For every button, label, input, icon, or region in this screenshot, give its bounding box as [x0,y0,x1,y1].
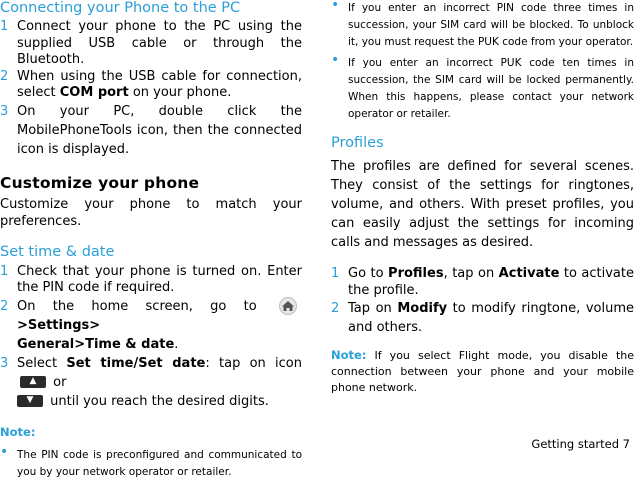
step-number: 1 [331,266,340,281]
step-bold-profiles: Profiles [388,266,444,281]
settime-step-2 [0,297,302,354]
profiles-step-1 [331,266,634,299]
step-text-or: or [53,374,67,390]
footer-section: Getting started [531,437,620,451]
note-label: Note: [331,348,367,362]
left-column [0,0,302,481]
step-bold: COM port [59,85,129,100]
bullet-icon: • [331,52,340,68]
step-text-mid: , tap on [443,266,499,281]
profiles-text: The profiles are defined for several scenes. They consist of the settings for ringtones, volume, and others. With preset profiles, you can easily adjust the settings for incoming calls and messages as desired. [331,159,634,250]
step-text-post: to modify ringtone, volume and others. [348,301,634,335]
set-time-title: Set time & date [0,243,115,260]
connect-step-1 [0,19,302,69]
step-bold-general: General>Time & date [17,336,175,352]
step-text: Connect your phone to the PC using the supplied USB cable or through the Bluetooth. [17,19,302,67]
settime-step-1 [0,264,302,297]
note-label: Note: [0,424,36,439]
step-bold: Set time/Set date [66,355,206,371]
step-text-post: . [174,336,179,352]
pin-bullet [331,0,634,51]
step-text-pre: When using the USB cable for connection, select [17,68,302,100]
connect-step-2 [0,69,302,102]
up-arrow-icon[interactable]: ▲ [20,376,46,388]
step-number: 3 [0,355,9,371]
customize-title: Customize your phone [0,173,200,192]
step-bold-settings: >Settings> [17,317,101,333]
settime-step-3 [0,354,302,411]
step-bold-activate: Activate [498,266,560,281]
step-text: On your PC, double click the MobilePhoneTools icon, then the connected icon is displayed. [17,103,302,157]
step-number: 1 [0,263,9,279]
step-number: 2 [331,301,340,316]
puk-bullet [331,52,634,123]
step-number: 2 [0,298,9,314]
step-number: 3 [0,103,9,119]
step-number: 1 [0,19,9,34]
step-text-pre: Select [17,355,67,371]
profiles-step-2 [331,299,634,337]
step-text-post: until you reach the desired digits. [50,393,269,409]
right-column [331,0,634,396]
step-number: 2 [0,68,9,84]
bullet-text: If you enter an incorrect PIN code three times in succession, your SIM card will be blocked. To unblock it, you must request the PUK code from your operator. [348,2,634,48]
note-text: If you select Flight mode, you disable the connection between your phone and your mobile phone network. [331,349,634,394]
page-footer [531,437,630,451]
step-text: Check that your phone is turned on. Enter the PIN code if required. [17,263,302,295]
home-icon[interactable] [277,297,299,315]
step-text-mid: : tap on icon [205,355,302,371]
step-text-pre: Go to [348,266,389,281]
bullet-text: If you enter an incorrect PUK code ten times in succession, the SIM card will be locked permanently. When this happens, please contact your network operator or retailer. [348,57,634,120]
bullet-icon: • [331,0,340,13]
page-number: 7 [622,437,630,451]
connect-step-3 [0,102,302,159]
profiles-note [331,347,634,396]
step-bold-modify: Modify [397,301,448,316]
step-text-post: on your phone. [128,85,232,100]
step-text-pre: On the home screen, go to [17,298,257,314]
step-text-post: to activate the profile. [348,266,634,298]
bullet-icon: • [0,443,9,460]
note-bullet [0,443,302,481]
profiles-title: Profiles [331,135,384,151]
step-text-pre: Tap on [348,301,398,316]
down-arrow-icon[interactable]: ▼ [17,395,43,407]
bullet-text: The PIN code is preconfigured and communicated to you by your network operator or retailer. [17,448,302,478]
customize-text: Customize your phone to match your preferences. [0,196,302,229]
connecting-title: Connecting your Phone to the PC [0,0,241,16]
